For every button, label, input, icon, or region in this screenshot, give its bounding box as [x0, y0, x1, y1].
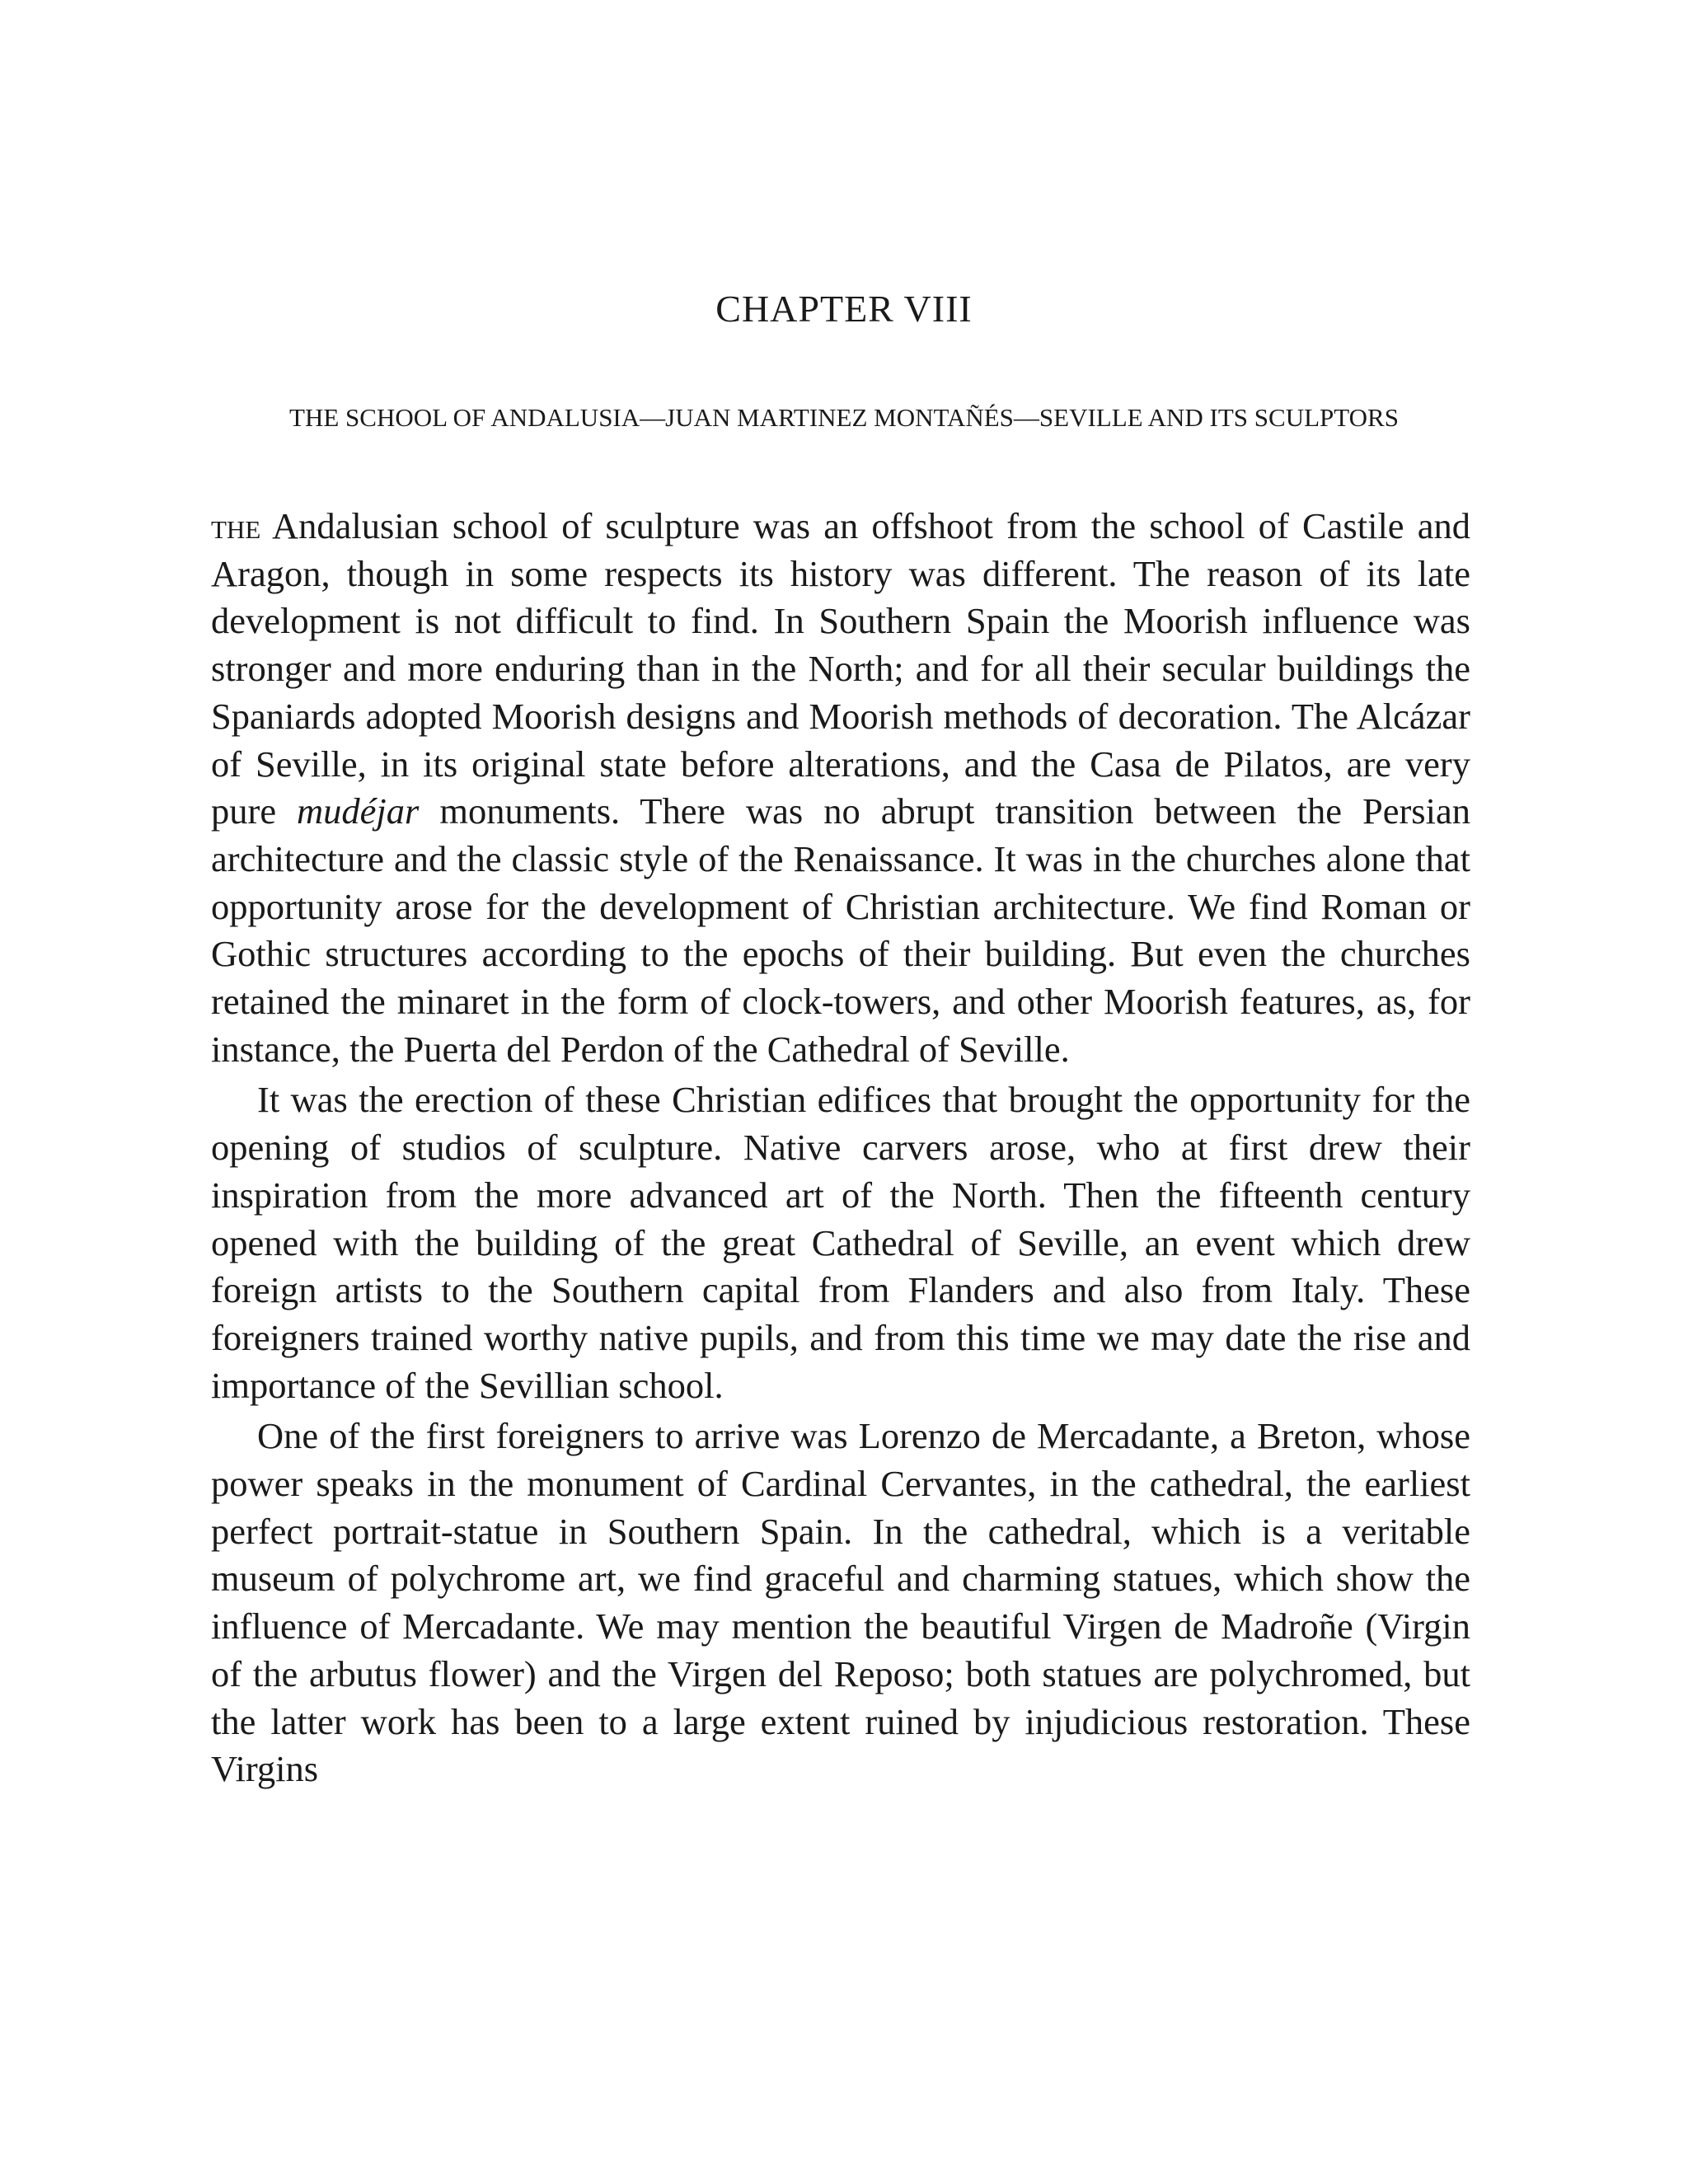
- paragraph-3: One of the first foreigners to arrive was Lorenzo de Mercadante, a Breton, whose power speaks in the monument of Cardinal Cervantes, in the cathedral, the earliest perfect portrait-statue in Southern Spain. In the cathedral, which is a veritable museum of polychrome art, we find graceful and charming statues, which show the influence of Mercadante. We may mention the beautiful Virgen de Madroñe (Virgin of the arbutus flower) and the Virgen del Reposo; both statues are polychromed, but the latter work has been to a large extent ruined by injudicious restoration. These Virgins: [211, 1415, 1470, 1790]
- body-text: [211, 503, 1470, 1797]
- paragraph-1-text-a: Andalusian school of sculpture was an offshoot from the school of Castile and Aragon, though in some respects its history was different. The reason of its late development is not difficult to find. In Southern Spain the Moorish influence was stronger and more enduring than in the North; and for all their secular buildings the Spaniards adopted Moorish designs and Moorish methods of decoration. The Alcázar of Seville, in its original state before alterations, and the Casa de Pilatos, are very pure: [211, 505, 1470, 832]
- paragraph-1-emphasis: mudéjar: [297, 790, 420, 832]
- paragraph-2: It was the erection of these Christian edifices that brought the opportunity for the opening of studios of sculpture. Native carvers arose, who at first drew their inspiration from the more advanced art of the North. Then the fifteenth century opened with the building of the great Cathedral of Seville, an event which drew foreign artists to the Southern capital from Flanders and also from Italy. These foreigners trained worthy native pupils, and from this time we may date the rise and importance of the Sevillian school.: [211, 1079, 1470, 1406]
- chapter-subtitle: THE SCHOOL OF ANDALUSIA—JUAN MARTINEZ MONTAÑÉS—SEVILLE AND ITS SCULPTORS: [289, 403, 1399, 432]
- paragraph-1-text-b: monuments. There was no abrupt transition between the Persian architecture and the classic style of the Renaissance. It was in the churches alone that opportunity arose for the development of Christian architecture. We find Roman or Gothic structures according to the epochs of their building. But even the churches retained the minaret in the form of clock-towers, and other Moorish features, as, for instance, the Puerta del Perdon of the Cathedral of Seville.: [211, 790, 1470, 1070]
- chapter-title: CHAPTER VIII: [715, 288, 973, 330]
- paragraph-1: [211, 503, 1470, 1073]
- paragraph-lead-word: the: [211, 505, 261, 546]
